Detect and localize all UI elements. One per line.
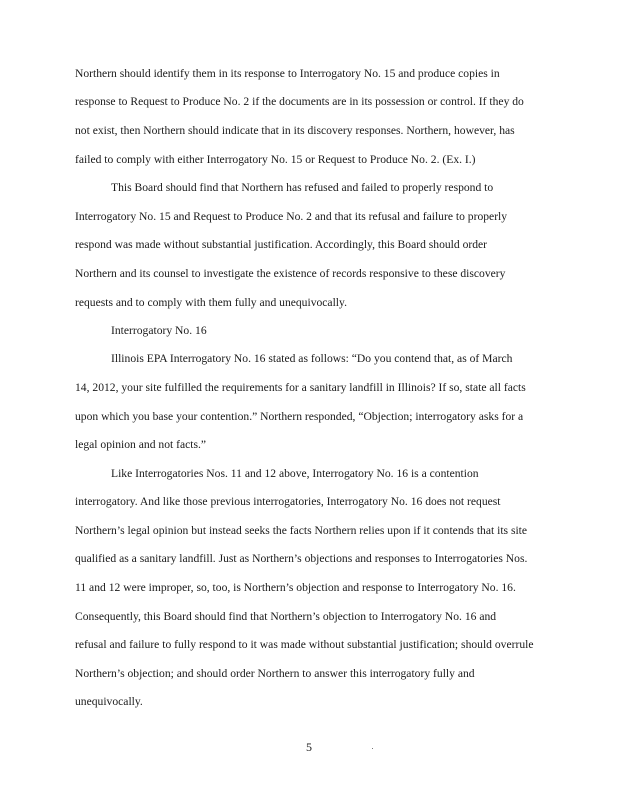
body-line: Northern should identify them in its response to Interrogatory No. 15 and produce copies in (75, 67, 500, 80)
body-line: This Board should find that Northern has refused and failed to properly respond to (111, 181, 494, 194)
scan-speck (372, 748, 373, 749)
body-line: Interrogatory No. 15 and Request to Produce No. 2 and that its refusal and failure to properly (75, 210, 508, 223)
body-line: upon which you base your contention.” Northern responded, “Objection; interrogatory asks for a (75, 410, 524, 423)
body-line: Illinois EPA Interrogatory No. 16 stated as follows: “Do you contend that, as of March (111, 352, 513, 365)
body-line: respond was made without substantial justification. Accordingly, this Board should order (75, 238, 488, 251)
body-line: response to Request to Produce No. 2 if the documents are in its possession or control. If they do (75, 95, 524, 108)
section-heading: Interrogatory No. 16 (111, 324, 207, 337)
body-line: 14, 2012, your site fulfilled the requirements for a sanitary landfill in Illinois? If so, state all facts (75, 381, 526, 394)
body-line: unequivocally. (75, 695, 143, 708)
body-line: Like Interrogatories Nos. 11 and 12 above, Interrogatory No. 16 is a contention (111, 467, 479, 480)
body-line: Consequently, this Board should find that Northern’s objection to Interrogatory No. 16 and (75, 610, 497, 623)
body-line: failed to comply with either Interrogatory No. 15 or Request to Produce No. 2. (Ex. I.) (75, 153, 476, 166)
body-line: legal opinion and not facts.” (75, 438, 207, 451)
body-line: refusal and failure to fully respond to it was made without substantial justification; should overrule (75, 638, 534, 651)
page-number: 5 (306, 740, 312, 754)
body-line: 11 and 12 were improper, so, too, is Northern’s objection and response to Interrogatory No. 16. (75, 581, 516, 594)
body-line: interrogatory. And like those previous interrogatories, Interrogatory No. 16 does not request (75, 495, 501, 508)
body-line: Northern’s legal opinion but instead seeks the facts Northern relies upon if it contends that its site (75, 524, 528, 537)
body-line: Northern and its counsel to investigate the existence of records responsive to these discovery (75, 267, 506, 280)
body-line: requests and to comply with them fully and unequivocally. (75, 296, 347, 309)
body-line: qualified as a sanitary landfill. Just as Northern’s objections and responses to Interrogatories Nos. (75, 552, 528, 565)
body-line: Northern’s objection; and should order Northern to answer this interrogatory fully and (75, 667, 475, 680)
body-line: not exist, then Northern should indicate that in its discovery responses. Northern, however, has (75, 124, 515, 137)
